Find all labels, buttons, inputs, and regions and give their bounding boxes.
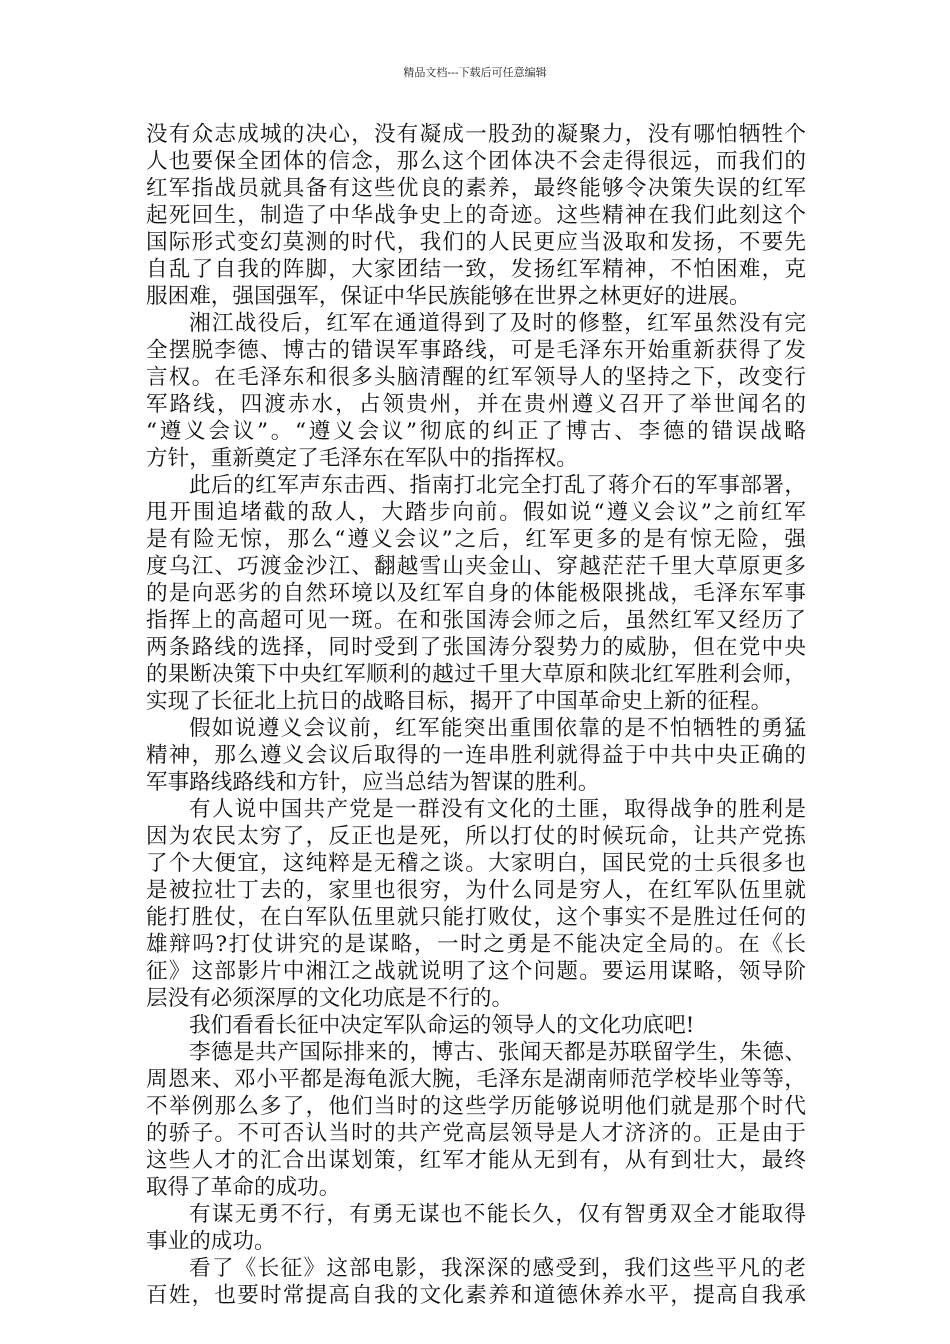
text-line: 湘江战役后，红军在通道得到了及时的修整，红军虽然没有完 [189, 311, 806, 336]
paragraph [146, 715, 806, 796]
paragraph [146, 310, 806, 472]
text-line: 服困难，强国强军，保证中华民族能够在世界之林更好的进展。 [146, 284, 751, 309]
text-line: 军事路线路线和方针，应当总结为智谋的胜利。 [146, 770, 600, 795]
paragraph [146, 1012, 806, 1039]
paragraph [146, 1201, 806, 1255]
paragraph [146, 1039, 806, 1201]
paragraph [146, 1255, 806, 1309]
text-line: 起死回生，制造了中华战争史上的奇迹。这些精神在我们此刻这个 [146, 203, 806, 228]
text-line: 假如说遵义会议前，红军能突出重围依靠的是不怕牺牲的勇猛 [189, 716, 806, 741]
text-line: 层没有必须深厚的文化功底是不行的。 [146, 986, 514, 1011]
page-header: 精品文档---下载后可任意编辑 [403, 66, 547, 79]
text-line: 两条路线的选择，同时受到了张国涛分裂势力的威胁，但在党中央 [146, 635, 806, 660]
text-line: 的骄子。不可否认当时的共产党高层领导是人才济济的。正是由于 [146, 1121, 806, 1146]
text-line: 的果断决策下中央红军顺利的越过千里大草原和陕北红军胜利会师， [146, 662, 806, 687]
text-line: 的是向恶劣的自然环境以及红军自身的体能极限挑战，毛泽东军事 [146, 581, 806, 606]
text-line: 度乌江、巧渡金沙江、翻越雪山夹金山、穿越茫茫千里大草原更多 [146, 554, 806, 579]
text-line: 不举例那么多了，他们当时的这些学历能够说明他们就是那个时代 [146, 1094, 806, 1119]
paragraph [146, 796, 806, 1012]
text-line: 雄辩吗?打仗讲究的是谋略，一时之勇是不能决定全局的。在《长 [146, 932, 806, 957]
text-line: 看了《长征》这部电影，我深深的感受到，我们这些平凡的老 [189, 1256, 806, 1281]
paragraph [146, 121, 806, 310]
text-line: 没有众志成城的决心，没有凝成一股劲的凝聚力，没有哪怕牺牲个 [146, 122, 806, 147]
text-line: 人也要保全团体的信念，那么这个团体决不会走得很远，而我们的 [146, 149, 806, 174]
text-line: 言权。在毛泽东和很多头脑清醒的红军领导人的坚持之下，改变行 [146, 365, 806, 390]
text-line: 是有险无惊，那么“遵义会议”之后，红军更多的是有惊无险，强 [146, 527, 806, 552]
text-line: 实现了长征北上抗日的战略目标，揭开了中国革命史上新的征程。 [146, 689, 773, 714]
text-line: 精神，那么遵义会议后取得的一连串胜利就得益于中共中央正确的 [146, 743, 806, 768]
text-line: 我们看看长征中决定军队命运的领导人的文化功底吧! [189, 1013, 695, 1038]
text-line: 能打胜仗，在白军队伍里就只能打败仗，这个事实不是胜过任何的 [146, 905, 806, 930]
text-line: 是被拉壮丁去的，家里也很穷，为什么同是穷人，在红军队伍里就 [146, 878, 806, 903]
text-line: 有谋无勇不行，有勇无谋也不能长久，仅有智勇双全才能取得 [189, 1202, 806, 1227]
text-line: 指挥上的高超可见一斑。在和张国涛会师之后，虽然红军又经历了 [146, 608, 806, 633]
text-line: 甩开围追堵截的敌人，大踏步向前。假如说“遵义会议”之前红军 [146, 500, 806, 525]
text-line: 此后的红军声东击西、指南打北完全打乱了蒋介石的军事部署， [189, 473, 806, 498]
text-line: 军路线，四渡赤水，占领贵州，并在贵州遵义召开了举世闻名的 [146, 392, 806, 417]
text-line: 有人说中国共产党是一群没有文化的土匪，取得战争的胜利是 [189, 797, 806, 822]
text-line: 李德是共产国际排来的，博古、张闻天都是苏联留学生，朱德、 [189, 1040, 806, 1065]
text-line: 自乱了自我的阵脚，大家团结一致，发扬红军精神，不怕困难，克 [146, 257, 806, 282]
text-line: 百姓，也要时常提高自我的文化素养和道德休养水平，提高自我承 [146, 1283, 806, 1308]
text-line: 征》这部影片中湘江之战就说明了这个问题。要运用谋略，领导阶 [146, 959, 806, 984]
text-line: 这些人才的汇合出谋划策，红军才能从无到有，从有到壮大，最终 [146, 1148, 806, 1173]
text-line: 周恩来、邓小平都是海龟派大腕，毛泽东是湖南师范学校毕业等等， [146, 1067, 806, 1092]
text-line: 了个大便宜，这纯粹是无稽之谈。大家明白，国民党的士兵很多也 [146, 851, 806, 876]
article-body [146, 121, 806, 1309]
text-line: 因为农民太穷了，反正也是死，所以打仗的时候玩命，让共产党拣 [146, 824, 806, 849]
text-line: 国际形式变幻莫测的时代，我们的人民更应当汲取和发扬，不要先 [146, 230, 806, 255]
text-line: 全摆脱李德、博古的错误军事路线，可是毛泽东开始重新获得了发 [146, 338, 806, 363]
paragraph [146, 472, 806, 715]
text-line: 取得了革命的成功。 [146, 1175, 341, 1200]
text-line: 方针，重新奠定了毛泽东在军队中的指挥权。 [146, 446, 578, 471]
text-line: 红军指战员就具备有这些优良的素养，最终能够令决策失误的红军 [146, 176, 806, 201]
text-line: “遵义会议”。“遵义会议”彻底的纠正了博古、李德的错误战略 [146, 419, 806, 444]
text-line: 事业的成功。 [146, 1229, 276, 1254]
